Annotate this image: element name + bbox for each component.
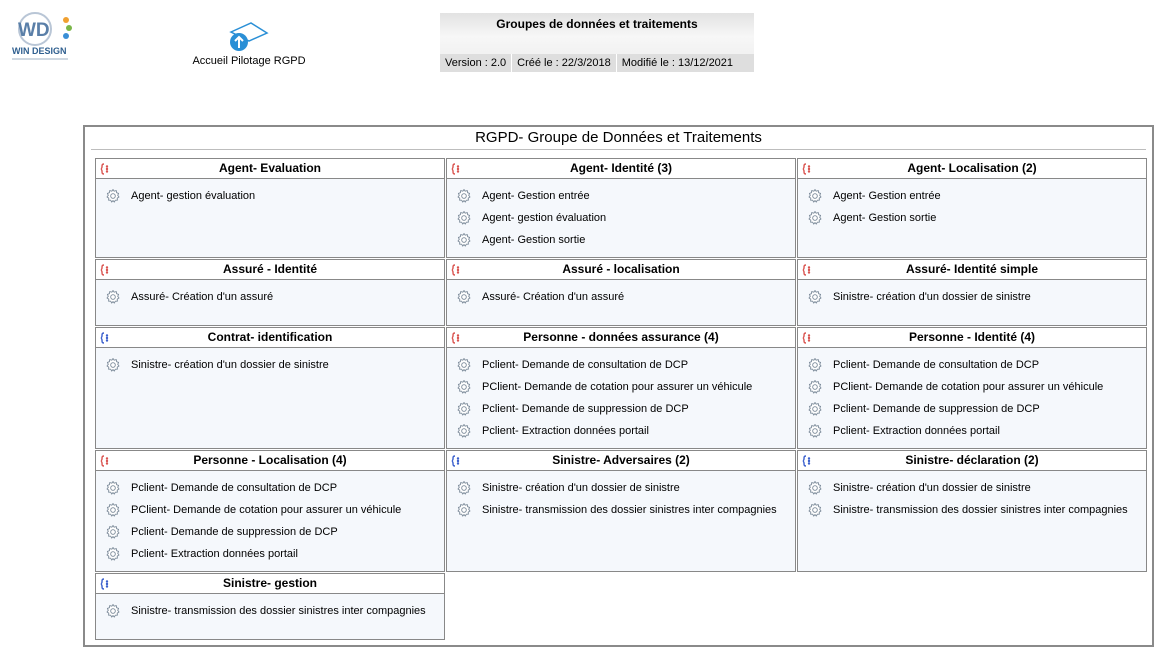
group-personne-donnees-assurance-4	[446, 327, 796, 449]
processing-item[interactable]	[447, 354, 795, 376]
title-divider	[91, 149, 1146, 150]
gear-icon	[456, 480, 472, 496]
document-title: Groupes de données et traitements	[496, 17, 698, 31]
group-items	[798, 471, 1146, 521]
processing-item[interactable]	[798, 398, 1146, 420]
processing-item-label: Agent- Gestion sortie	[833, 212, 937, 224]
processing-item-label: Pclient- Demande de suppression de DCP	[482, 403, 689, 415]
group-items	[447, 348, 795, 442]
processing-item[interactable]	[798, 185, 1146, 207]
group-header[interactable]	[96, 574, 444, 594]
home-arrow-icon	[227, 20, 271, 54]
processing-item[interactable]	[96, 354, 444, 376]
processing-item[interactable]	[798, 207, 1146, 229]
group-title: Agent- Identité (3)	[570, 161, 672, 175]
blue-brace-icon	[100, 331, 112, 349]
processing-item-label: Sinistre- création d'un dossier de sinistre	[482, 482, 680, 494]
group-assure-localisation	[446, 259, 796, 326]
main-title: RGPD- Groupe de Données et Traitements	[475, 129, 762, 146]
processing-item-label: Agent- Gestion sortie	[482, 234, 586, 246]
processing-item-label: Pclient- Extraction données portail	[131, 548, 298, 560]
home-link-label: Accueil Pilotage RGPD	[192, 55, 306, 67]
group-title: Sinistre- déclaration (2)	[905, 453, 1039, 467]
processing-item[interactable]	[447, 420, 795, 442]
group-title: Assuré - Identité	[222, 262, 318, 276]
gear-icon	[105, 188, 121, 204]
gear-icon	[456, 423, 472, 439]
group-agent-identite-3	[446, 158, 796, 258]
processing-item-label: Assuré- Création d'un assuré	[131, 291, 274, 303]
gear-icon	[456, 357, 472, 373]
processing-item[interactable]	[96, 521, 444, 543]
processing-item-label: Sinistre- création d'un dossier de sinistre	[131, 359, 329, 371]
processing-item-label: PClient- Demande de cotation pour assurer un véhicule	[482, 381, 753, 393]
group-title: Assuré - localisation	[562, 262, 680, 276]
gear-icon	[807, 502, 823, 518]
group-header[interactable]	[798, 159, 1146, 179]
processing-item-label: PClient- Demande de cotation pour assurer un véhicule	[833, 381, 1104, 393]
document-meta	[440, 54, 754, 72]
group-header[interactable]	[96, 328, 444, 348]
gear-icon	[105, 357, 121, 373]
red-brace-icon	[802, 162, 814, 180]
processing-item[interactable]	[447, 398, 795, 420]
group-assure-identite-simple	[797, 259, 1147, 326]
red-brace-icon	[802, 331, 814, 349]
red-brace-icon	[100, 263, 112, 281]
group-items	[447, 471, 795, 521]
gear-icon	[456, 401, 472, 417]
processing-item-label: Pclient- Demande de consultation de DCP	[833, 359, 1040, 371]
group-title: Agent- Evaluation	[218, 161, 321, 175]
group-title: Sinistre- Adversaires (2)	[552, 453, 690, 467]
group-title: Sinistre- gestion	[222, 576, 317, 590]
processing-item-label: Agent- Gestion entrée	[482, 190, 590, 202]
group-title: Agent- Localisation (2)	[907, 161, 1037, 175]
gear-icon	[105, 546, 121, 562]
gear-icon	[807, 210, 823, 226]
processing-item[interactable]	[96, 499, 444, 521]
gear-icon	[456, 379, 472, 395]
processing-item-label: PClient- Demande de cotation pour assurer un véhicule	[131, 504, 402, 516]
group-items	[96, 594, 444, 622]
svg-text:WIN DESIGN: WIN DESIGN	[12, 46, 67, 56]
processing-item-label: Pclient- Demande de suppression de DCP	[833, 403, 1040, 415]
group-header[interactable]	[447, 328, 795, 348]
version-label: Version : 2.0	[440, 54, 512, 72]
gear-icon	[105, 603, 121, 619]
group-header[interactable]	[798, 260, 1146, 280]
gear-icon	[105, 289, 121, 305]
group-title: Contrat- identification	[207, 330, 333, 344]
red-brace-icon	[100, 454, 112, 472]
processing-item-label: Agent- Gestion entrée	[833, 190, 941, 202]
processing-item-label: Sinistre- transmission des dossier sinistres inter compagnies	[131, 605, 426, 617]
red-brace-icon	[802, 263, 814, 281]
windesign-logo	[8, 10, 78, 65]
svg-text:WD: WD	[18, 20, 50, 41]
processing-item[interactable]	[96, 286, 444, 308]
group-header[interactable]	[798, 328, 1146, 348]
red-brace-icon	[451, 263, 463, 281]
gear-icon	[807, 423, 823, 439]
gear-icon	[105, 480, 121, 496]
gear-icon	[807, 401, 823, 417]
gear-icon	[807, 188, 823, 204]
created-label: Créé le : 22/3/2018	[512, 54, 617, 72]
group-items	[447, 179, 795, 251]
processing-item-label: Sinistre- transmission des dossier sinistres inter compagnies	[482, 504, 777, 516]
group-title: Personne - données assurance (4)	[523, 330, 719, 344]
processing-item-label: Sinistre- création d'un dossier de sinistre	[833, 482, 1031, 494]
gear-icon	[105, 502, 121, 518]
group-items	[798, 280, 1146, 308]
group-items	[96, 280, 444, 308]
gear-icon	[807, 379, 823, 395]
processing-item[interactable]	[447, 477, 795, 499]
gear-icon	[807, 480, 823, 496]
group-personne-identite-4	[797, 327, 1147, 449]
processing-item-label: Pclient- Demande de consultation de DCP	[482, 359, 689, 371]
processing-item-label: Pclient- Extraction données portail	[482, 425, 649, 437]
group-items	[96, 348, 444, 376]
gear-icon	[807, 289, 823, 305]
processing-item[interactable]	[798, 477, 1146, 499]
group-personne-localisation-4	[95, 450, 445, 572]
processing-item[interactable]	[96, 477, 444, 499]
red-brace-icon	[451, 162, 463, 180]
group-sinistre-adversaires-2	[446, 450, 796, 572]
processing-item[interactable]	[798, 354, 1146, 376]
modified-label: Modifié le : 13/12/2021	[621, 57, 734, 69]
processing-item[interactable]	[798, 420, 1146, 442]
group-assure-identite	[95, 259, 445, 326]
group-sinistre-gestion	[95, 573, 445, 640]
processing-item[interactable]	[96, 185, 444, 207]
gear-icon	[456, 289, 472, 305]
processing-item[interactable]	[96, 543, 444, 565]
red-brace-icon	[451, 331, 463, 349]
group-header[interactable]	[447, 159, 795, 179]
processing-item[interactable]	[96, 600, 444, 622]
group-items	[798, 348, 1146, 442]
group-title: Personne - Localisation (4)	[193, 453, 347, 467]
group-header[interactable]	[96, 159, 444, 179]
processing-item[interactable]	[447, 499, 795, 521]
group-agent-evaluation	[95, 158, 445, 258]
group-items	[96, 471, 444, 565]
group-header[interactable]	[96, 451, 444, 471]
processing-item-label: Sinistre- création d'un dossier de sinistre	[833, 291, 1031, 303]
home-link[interactable]	[188, 20, 310, 67]
group-agent-localisation-2	[797, 158, 1147, 258]
processing-item[interactable]	[798, 286, 1146, 308]
group-header[interactable]	[798, 451, 1146, 471]
group-header[interactable]	[96, 260, 444, 280]
processing-item-label: Assuré- Création d'un assuré	[482, 291, 625, 303]
processing-item[interactable]	[447, 185, 795, 207]
group-contrat-identification	[95, 327, 445, 449]
processing-item-label: Agent- gestion évaluation	[482, 212, 607, 224]
processing-item[interactable]	[447, 376, 795, 398]
gear-icon	[105, 524, 121, 540]
gear-icon	[456, 188, 472, 204]
blue-brace-icon	[451, 454, 463, 472]
group-header[interactable]	[447, 260, 795, 280]
processing-item[interactable]	[798, 499, 1146, 521]
gear-icon	[456, 210, 472, 226]
group-header[interactable]	[447, 451, 795, 471]
processing-item-label: Pclient- Demande de suppression de DCP	[131, 526, 338, 538]
processing-item-label: Agent- gestion évaluation	[131, 190, 256, 202]
blue-brace-icon	[802, 454, 814, 472]
red-brace-icon	[100, 162, 112, 180]
processing-item[interactable]	[447, 229, 795, 251]
group-title: Assuré- Identité simple	[905, 262, 1039, 276]
group-sinistre-declaration-2	[797, 450, 1147, 572]
gear-icon	[807, 357, 823, 373]
processing-item-label: Pclient- Extraction données portail	[833, 425, 1000, 437]
gear-icon	[456, 232, 472, 248]
group-items	[798, 179, 1146, 229]
group-items	[96, 179, 444, 207]
blue-brace-icon	[100, 577, 112, 595]
main-frame	[83, 125, 1154, 647]
processing-item[interactable]	[447, 207, 795, 229]
processing-item-label: Pclient- Demande de consultation de DCP	[131, 482, 338, 494]
processing-item[interactable]	[798, 376, 1146, 398]
processing-item-label: Sinistre- transmission des dossier sinistres inter compagnies	[833, 504, 1128, 516]
group-title: Personne - Identité (4)	[908, 330, 1036, 344]
document-header	[440, 13, 754, 72]
processing-item[interactable]	[447, 286, 795, 308]
group-items	[447, 280, 795, 308]
gear-icon	[456, 502, 472, 518]
